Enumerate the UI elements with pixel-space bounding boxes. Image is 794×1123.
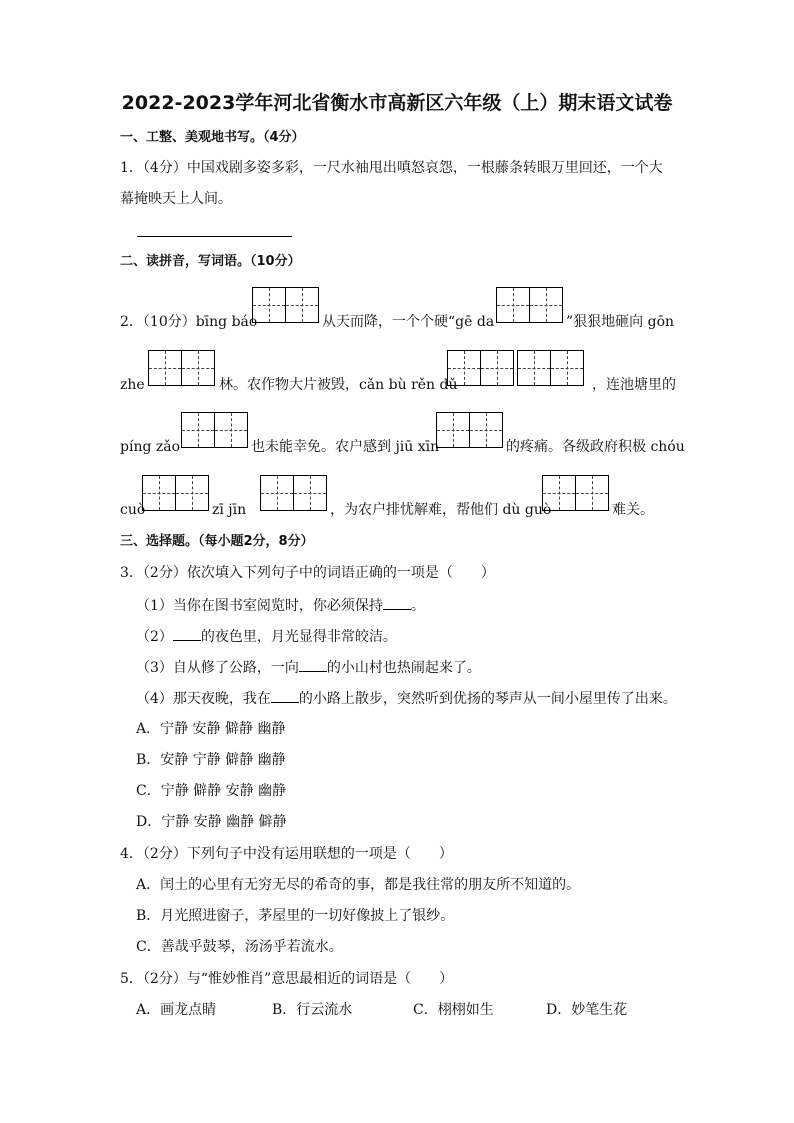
q2-text-l: 难关。 <box>612 502 654 518</box>
q2-text-j: zī jīn <box>212 502 247 518</box>
grid-cell[interactable] <box>496 287 530 323</box>
q3-s2-blank[interactable] <box>173 626 201 641</box>
grid-cell[interactable] <box>214 412 248 448</box>
answer-grid-zijin[interactable] <box>260 475 326 513</box>
q3-s4-text-a: （4）那天夜晚，我在 <box>136 691 271 707</box>
grid-cell[interactable] <box>447 350 481 386</box>
q5-option-d[interactable]: D．妙笔生花 <box>546 1002 628 1018</box>
q3-s3-blank[interactable] <box>299 657 327 672</box>
answer-grid-bingbao[interactable] <box>252 287 318 325</box>
q3-s2-text-a: （2） <box>136 629 173 645</box>
grid-cell[interactable] <box>529 287 563 323</box>
q1-answer-line[interactable] <box>137 236 292 237</box>
grid-cell[interactable] <box>293 475 327 511</box>
grid-cell[interactable] <box>480 350 514 386</box>
q2-text-f: píng zǎo <box>120 439 181 455</box>
q3-stem: 3．（2分）依次填入下列句子中的词语正确的一项是（ ） <box>120 565 495 581</box>
answer-grid-gongzhe[interactable] <box>148 350 214 388</box>
q1-text-line2: 幕掩映天上人间。 <box>120 191 232 207</box>
answer-grid-duguo[interactable] <box>542 475 608 513</box>
grid-cell[interactable] <box>148 350 182 386</box>
answer-grid-geda[interactable] <box>496 287 562 325</box>
q2-prefix: 2．（10分）bīng báo <box>120 314 258 330</box>
q3-s1-text-a: （1）当你在图书室阅览时，你必须保持 <box>136 598 383 614</box>
q4-option-b[interactable]: B．月光照进窗子，茅屋里的一切好像披上了银纱。 <box>136 908 455 924</box>
grid-cell[interactable] <box>542 475 576 511</box>
q2-text-k: ，为农户排忧解难，帮他们 dù guò <box>330 502 552 518</box>
answer-grid-jiuxin[interactable] <box>436 412 502 450</box>
q3-sentence-4 <box>136 688 677 709</box>
answer-grid-pingzao[interactable] <box>181 412 247 450</box>
q2-text-h: 的疼痛。各级政府积极 chóu <box>506 439 685 455</box>
q2-text-d: 林。农作物大片被毁，cǎn bù rěn dǔ <box>219 377 458 393</box>
grid-cell[interactable] <box>517 350 551 386</box>
q5-stem: 5．（2分）与“惟妙惟肖”意思最相近的词语是（ ） <box>120 971 454 987</box>
q4-option-a[interactable]: A．闰土的心里有无穷无尽的希奇的事，都是我往常的朋友所不知道的。 <box>136 877 581 893</box>
q2-text-b: ”狠狠地砸向 gōn <box>566 314 675 330</box>
q4-stem: 4．（2分）下列句子中没有运用联想的一项是（ ） <box>120 846 453 862</box>
section3-heading: 三、选择题。（每小题2分，8分） <box>120 534 314 549</box>
answer-grid-choucuo[interactable] <box>142 475 208 513</box>
q3-option-d[interactable]: D．宁静 安静 幽静 僻静 <box>136 814 287 830</box>
grid-cell[interactable] <box>181 412 215 448</box>
grid-cell[interactable] <box>142 475 176 511</box>
exam-title: 2022-2023学年河北省衡水市高新区六年级（上）期末语文试卷 <box>121 92 673 114</box>
grid-cell[interactable] <box>260 475 294 511</box>
section1-heading: 一、工整、美观地书写。（4分） <box>120 130 305 145</box>
q1-text-line1: 1．（4分）中国戏剧多姿多彩，一尺水袖甩出嗔怒哀怨，一根藤条转眼万里回还，一个大 <box>120 160 663 176</box>
grid-cell[interactable] <box>175 475 209 511</box>
q3-s1-blank[interactable] <box>383 595 411 610</box>
grid-cell[interactable] <box>550 350 584 386</box>
grid-cell[interactable] <box>285 287 319 323</box>
q3-option-a[interactable]: A．宁静 安静 僻静 幽静 <box>136 721 286 737</box>
q3-s3-text-a: （3）自从修了公路，一向 <box>136 660 299 676</box>
q2-text-g: 也未能幸免。农户感到 jiū xīn <box>251 439 440 455</box>
q3-sentence-2 <box>136 626 397 647</box>
q4-option-c[interactable]: C．善哉乎鼓琴，汤汤乎若流水。 <box>136 939 343 955</box>
grid-cell[interactable] <box>181 350 215 386</box>
q2-text-c: zhe <box>120 377 145 393</box>
grid-cell[interactable] <box>252 287 286 323</box>
q5-option-a[interactable]: A．画龙点睛 <box>136 1002 217 1018</box>
q3-s4-blank[interactable] <box>271 688 299 703</box>
grid-cell[interactable] <box>469 412 503 448</box>
grid-cell[interactable] <box>575 475 609 511</box>
q3-s4-text-b: 的小路上散步，突然听到优扬的琴声从一间小屋里传了出来。 <box>298 691 677 707</box>
q2-text-i: cuò <box>120 502 146 518</box>
answer-grid-canburendu[interactable] <box>447 350 583 388</box>
q5-option-b[interactable]: B．行云流水 <box>272 1002 353 1018</box>
q2-text-a: 从天而降，一个个硬“gē da <box>322 314 495 330</box>
q5-option-c[interactable]: C．栩栩如生 <box>413 1002 494 1018</box>
q3-option-b[interactable]: B．安静 宁静 僻静 幽静 <box>136 752 286 768</box>
q3-sentence-1 <box>136 595 425 616</box>
q3-s1-text-b: 。 <box>410 598 425 614</box>
q3-option-c[interactable]: C．宁静 僻静 安静 幽静 <box>136 783 287 799</box>
q3-sentence-3 <box>136 657 481 678</box>
q3-s2-text-b: 的夜色里，月光显得非常皎洁。 <box>200 629 397 645</box>
section2-heading: 二、读拼音，写词语。（10分） <box>120 254 301 269</box>
q3-s3-text-b: 的小山村也热闹起来了。 <box>326 660 481 676</box>
q2-text-e: ，连池塘里的 <box>592 377 676 393</box>
grid-cell[interactable] <box>436 412 470 448</box>
